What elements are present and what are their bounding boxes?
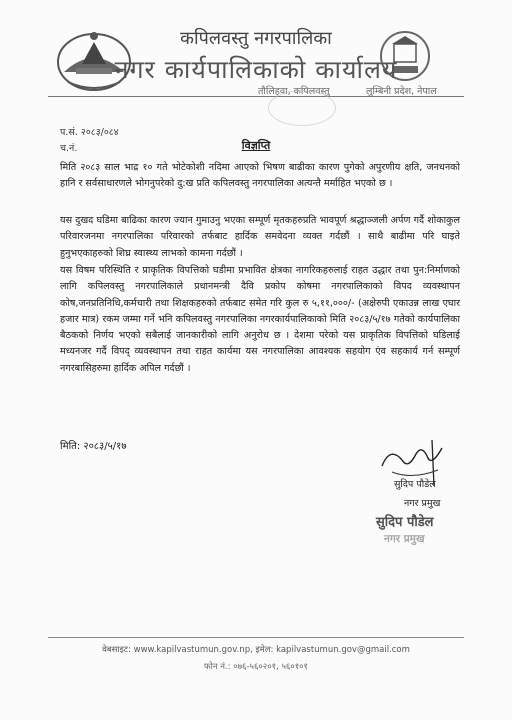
header-divider [48, 96, 464, 97]
notice-title: विज्ञप्ति [241, 139, 271, 152]
province-name: लुम्बिनी प्रदेश, नेपाल [366, 86, 437, 97]
footer-phone: फोन नं.: ०७६-५६०२०१, ५६०१०१ [204, 662, 308, 672]
name-stamp: सुदिप पौडेल [376, 515, 434, 530]
letter-number: प.सं. २०८३/०८४ [60, 127, 119, 138]
notice-paragraph-2: यस दुखद घडिमा बाढिका कारण ज्यान गुमाउनु भएका सम्पूर्ण मृतकहरुप्रति भावपूर्ण श्रद्धाञ्जली अर्पण गर्दै शोकाकुल परिवारजनमा नगरपालिका परिवारको तर्फबाट हार्दिक समवेदना व्यक्त गर्दछौं । साथै बाढीमा परि घाइते हुनुभएकाहरुको शिघ्र स्वास्थ्य लाभको कामना गर्दछौं । [60, 215, 460, 259]
handwritten-signature [372, 436, 462, 500]
office-stamp [268, 90, 336, 126]
title-stamp: नगर प्रमुख [384, 533, 425, 545]
notice-paragraph-1: मिति २०८३ साल भाद्र १० गते भोटेकोशी नदिमा आएको भिषण बाढीका कारण पुगेको अपुरणीय क्षति, जनधनको हानि र सर्वसाधारणले भोगनुपरेको दु:ख प्रति कपिलवस्तु नगरपालिका अत्यन्तै मर्माहित भएको छ । [60, 162, 460, 190]
footer-divider [48, 637, 464, 638]
office-name: नगर कार्यपालिकाको कार्यालय [114, 55, 398, 84]
dispatch-number: च.नं. [60, 143, 78, 154]
footer-contact: वेबसाइट: www.kapilvastumun.gov.np, इमेल: kapilvastumun.gov@gmail.com [102, 645, 410, 655]
signatory-title: नगर प्रमुख [404, 498, 441, 509]
notice-date: मिति: २०८३/५/१७ [60, 441, 127, 452]
signatory-name: सुदिप पौडेल [394, 479, 436, 490]
notice-paragraph-3: यस विषम परिस्थिति र प्राकृतिक विपत्तिको घडीमा प्रभावित क्षेत्रका नागरिकहरुलाई राहत उद्धार तथा पुन:निर्माणको लागि कपिलवस्तु नगरपालिकाले प्रधानमन्त्री दैवि प्रकोप कोषमा नगरपालिकाको विपद व्यवस्थापन कोष,जनप्रतिनिधि,कर्मचारी तथा शिक्षकहरुको तर्फबाट समेत गरि कुल रु ५,११,०००/- (अक्षेरुपी एकाउन्न लाख एघार हजार मात्र) रकम जम्मा गर्ने भनि कपिलवस्तु नगरपालिका नगरकार्यपालिकाको मिति २०८३/५/१७ गतेको कार्यपालिका बैठकको निर्णय भएको सबैलाई जानकारीको लागि अनुरोध छ । देशमा परेको यस प्राकृतिक विपत्तिको घडिलाई मध्यनजर गर्दै विपद् व्यवस्थापन तथा राहत कार्यमा यस नगरपालिका आवश्यक सहयोग एंव सहकार्य गर्न सम्पूर्ण नगरबासिहरुमा हार्दिक अपिल गर्दछौं । [60, 265, 460, 374]
municipality-name: कपिलवस्तु नगरपालिका [180, 28, 332, 49]
office-address: तौलिहवा, कपिलवस्तु [258, 86, 330, 97]
